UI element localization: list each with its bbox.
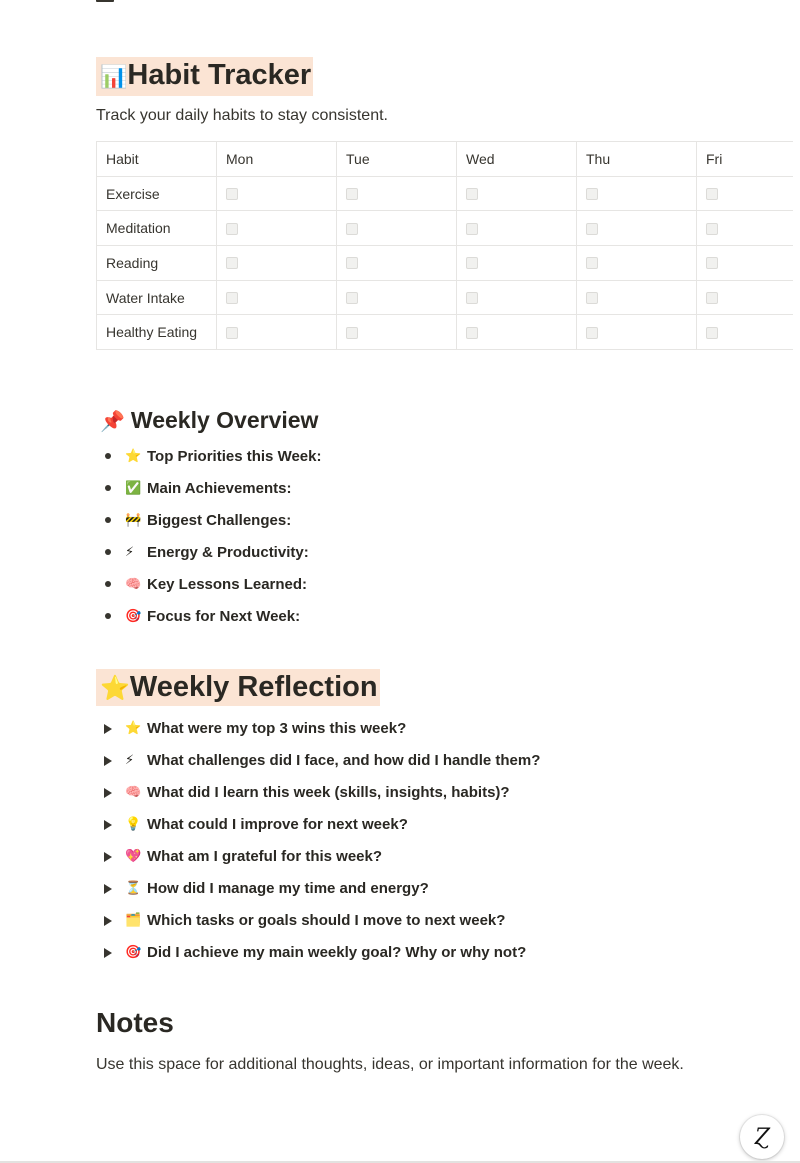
- toggle-item-label: Did I achieve my main weekly goal? Why or why not?: [147, 943, 527, 961]
- weekly-overview-title: Weekly Overview: [130, 407, 319, 433]
- toggle-item-label: What could I improve for next week?: [147, 815, 408, 833]
- toggle-item[interactable]: [100, 872, 540, 904]
- habit-day-cell[interactable]: [337, 211, 457, 246]
- habit-day-cell[interactable]: [697, 211, 793, 246]
- notes-text[interactable]: Use this space for additional thoughts, ideas, or important information for the week.: [96, 1056, 684, 1073]
- list-item-label: Focus for Next Week:: [147, 607, 301, 625]
- star-icon: ⭐: [100, 674, 130, 702]
- empty-checkbox-icon: [346, 188, 358, 200]
- list-item[interactable]: [100, 504, 321, 536]
- weekly-reflection-title: Weekly Reflection: [129, 671, 378, 703]
- bullet-icon: [105, 581, 111, 587]
- toggle-item[interactable]: [100, 808, 540, 840]
- empty-checkbox-icon: [226, 292, 238, 304]
- toggle-item[interactable]: [100, 712, 540, 744]
- empty-checkbox-icon: [706, 292, 718, 304]
- habit-name-cell[interactable]: Meditation: [97, 211, 217, 246]
- toggle-item-label: Which tasks or goals should I move to next week?: [147, 911, 506, 929]
- empty-checkbox-icon: [466, 292, 478, 304]
- table-row: [97, 315, 793, 350]
- hourglass-icon: ⏳: [125, 880, 142, 896]
- habit-day-cell[interactable]: [697, 315, 793, 350]
- column-header[interactable]: Wed: [457, 142, 577, 177]
- habit-day-cell[interactable]: [217, 211, 337, 246]
- habit-day-cell[interactable]: [577, 315, 697, 350]
- habit-tracker-subtitle: Track your daily habits to stay consistent.: [96, 107, 388, 124]
- list-item-label: Key Lessons Learned:: [147, 575, 308, 593]
- brain-icon: 🧠: [125, 576, 142, 592]
- bullet-icon: [105, 613, 111, 619]
- weekly-overview-list: [100, 440, 321, 632]
- column-header[interactable]: Fri: [697, 142, 793, 177]
- empty-checkbox-icon: [346, 223, 358, 235]
- list-item-label: Biggest Challenges:: [147, 511, 292, 529]
- toggle-triangle-icon[interactable]: [104, 820, 112, 830]
- list-item[interactable]: [100, 536, 321, 568]
- list-item[interactable]: [100, 600, 321, 632]
- habit-day-cell[interactable]: [457, 280, 577, 315]
- target-icon: 🎯: [125, 608, 142, 624]
- empty-checkbox-icon: [706, 223, 718, 235]
- toggle-triangle-icon[interactable]: [104, 948, 112, 958]
- habit-day-cell[interactable]: [577, 211, 697, 246]
- bullet-icon: [105, 485, 111, 491]
- lightbulb-icon: 💡: [125, 816, 142, 832]
- habit-day-cell[interactable]: [217, 176, 337, 211]
- weekly-overview-heading: [100, 404, 318, 437]
- toggle-item-label: How did I manage my time and energy?: [147, 879, 429, 897]
- table-row: [97, 246, 793, 281]
- habit-day-cell[interactable]: [577, 280, 697, 315]
- help-signature-icon: Ɀ: [754, 1124, 770, 1150]
- empty-checkbox-icon: [586, 188, 598, 200]
- toggle-item[interactable]: [100, 776, 540, 808]
- list-item[interactable]: [100, 440, 321, 472]
- brain-icon: 🧠: [125, 784, 142, 800]
- bullet-icon: [105, 549, 111, 555]
- habit-name-cell[interactable]: Healthy Eating: [97, 315, 217, 350]
- list-item-label: Top Priorities this Week:: [147, 447, 322, 465]
- table-row: [97, 176, 793, 211]
- list-item[interactable]: [100, 472, 321, 504]
- habit-day-cell[interactable]: [217, 315, 337, 350]
- empty-checkbox-icon: [226, 223, 238, 235]
- empty-checkbox-icon: [586, 292, 598, 304]
- habit-day-cell[interactable]: [577, 246, 697, 281]
- toggle-item-label: What did I learn this week (skills, insights, habits)?: [147, 783, 510, 801]
- toggle-triangle-icon[interactable]: [104, 852, 112, 862]
- toggle-triangle-icon[interactable]: [104, 756, 112, 766]
- toggle-item-label: What were my top 3 wins this week?: [147, 719, 407, 737]
- column-header[interactable]: Thu: [577, 142, 697, 177]
- habit-day-cell[interactable]: [577, 176, 697, 211]
- toggle-item[interactable]: [100, 936, 540, 968]
- table-row: [97, 211, 793, 246]
- heart-icon: 💖: [125, 848, 142, 864]
- column-header[interactable]: Tue: [337, 142, 457, 177]
- habit-day-cell[interactable]: [337, 280, 457, 315]
- toggle-triangle-icon[interactable]: [104, 916, 112, 926]
- empty-checkbox-icon: [466, 188, 478, 200]
- habit-day-cell[interactable]: [337, 246, 457, 281]
- toggle-item[interactable]: [100, 744, 540, 776]
- bar-chart-icon: 📊: [100, 65, 128, 90]
- check-mark-icon: ✅: [125, 480, 142, 496]
- list-item-label: Energy & Productivity:: [147, 543, 309, 561]
- empty-checkbox-icon: [346, 257, 358, 269]
- habit-tracker-title: Habit Tracker: [127, 59, 312, 91]
- toggle-item[interactable]: [100, 840, 540, 872]
- empty-checkbox-icon: [586, 327, 598, 339]
- empty-checkbox-icon: [466, 223, 478, 235]
- table-header-row: [97, 142, 793, 177]
- lightning-icon: ⚡: [125, 752, 135, 768]
- bullet-icon: [105, 453, 111, 459]
- column-header[interactable]: Habit: [97, 142, 217, 177]
- help-button[interactable]: [740, 1115, 784, 1159]
- habit-day-cell[interactable]: [697, 280, 793, 315]
- star-icon: ⭐: [125, 448, 142, 464]
- empty-checkbox-icon: [466, 327, 478, 339]
- toggle-triangle-icon[interactable]: [104, 724, 112, 734]
- pushpin-icon: 📌: [100, 409, 125, 433]
- weekly-reflection-list: [100, 712, 540, 968]
- notes-heading: Notes: [96, 1007, 174, 1038]
- habit-day-cell[interactable]: [457, 176, 577, 211]
- habit-day-cell[interactable]: [337, 176, 457, 211]
- empty-checkbox-icon: [226, 188, 238, 200]
- habit-day-cell[interactable]: [697, 246, 793, 281]
- habit-tracker-heading: [96, 57, 313, 96]
- toggle-item-label: What am I grateful for this week?: [147, 847, 383, 865]
- habit-day-cell[interactable]: [217, 246, 337, 281]
- top-partial-icon: [96, 0, 114, 2]
- toggle-item[interactable]: [100, 904, 540, 936]
- target-icon: 🎯: [125, 944, 142, 960]
- empty-checkbox-icon: [706, 257, 718, 269]
- empty-checkbox-icon: [586, 257, 598, 269]
- empty-checkbox-icon: [466, 257, 478, 269]
- habit-day-cell[interactable]: [337, 315, 457, 350]
- habit-name-cell[interactable]: Reading: [97, 246, 217, 281]
- list-item[interactable]: [100, 568, 321, 600]
- column-header[interactable]: Mon: [217, 142, 337, 177]
- habit-day-cell[interactable]: [217, 280, 337, 315]
- empty-checkbox-icon: [706, 327, 718, 339]
- lightning-icon: ⚡: [125, 544, 135, 560]
- habit-day-cell[interactable]: [457, 246, 577, 281]
- construction-icon: 🚧: [125, 512, 142, 528]
- table-row: [97, 280, 793, 315]
- habit-name-cell[interactable]: Exercise: [97, 176, 217, 211]
- empty-checkbox-icon: [346, 292, 358, 304]
- star-icon: ⭐: [125, 720, 142, 736]
- empty-checkbox-icon: [706, 188, 718, 200]
- toggle-triangle-icon[interactable]: [104, 884, 112, 894]
- list-item-label: Main Achievements:: [147, 479, 292, 497]
- habit-day-cell[interactable]: [457, 211, 577, 246]
- toggle-triangle-icon[interactable]: [104, 788, 112, 798]
- empty-checkbox-icon: [226, 257, 238, 269]
- weekly-reflection-heading: [96, 669, 380, 706]
- empty-checkbox-icon: [586, 223, 598, 235]
- habit-day-cell[interactable]: [457, 315, 577, 350]
- bullet-icon: [105, 517, 111, 523]
- habit-table: [96, 141, 793, 350]
- habit-name-cell[interactable]: Water Intake: [97, 280, 217, 315]
- empty-checkbox-icon: [226, 327, 238, 339]
- toggle-item-label: What challenges did I face, and how did I handle them?: [147, 751, 541, 769]
- empty-checkbox-icon: [346, 327, 358, 339]
- habit-day-cell[interactable]: [697, 176, 793, 211]
- card-index-dividers-icon: 🗂️: [125, 912, 142, 928]
